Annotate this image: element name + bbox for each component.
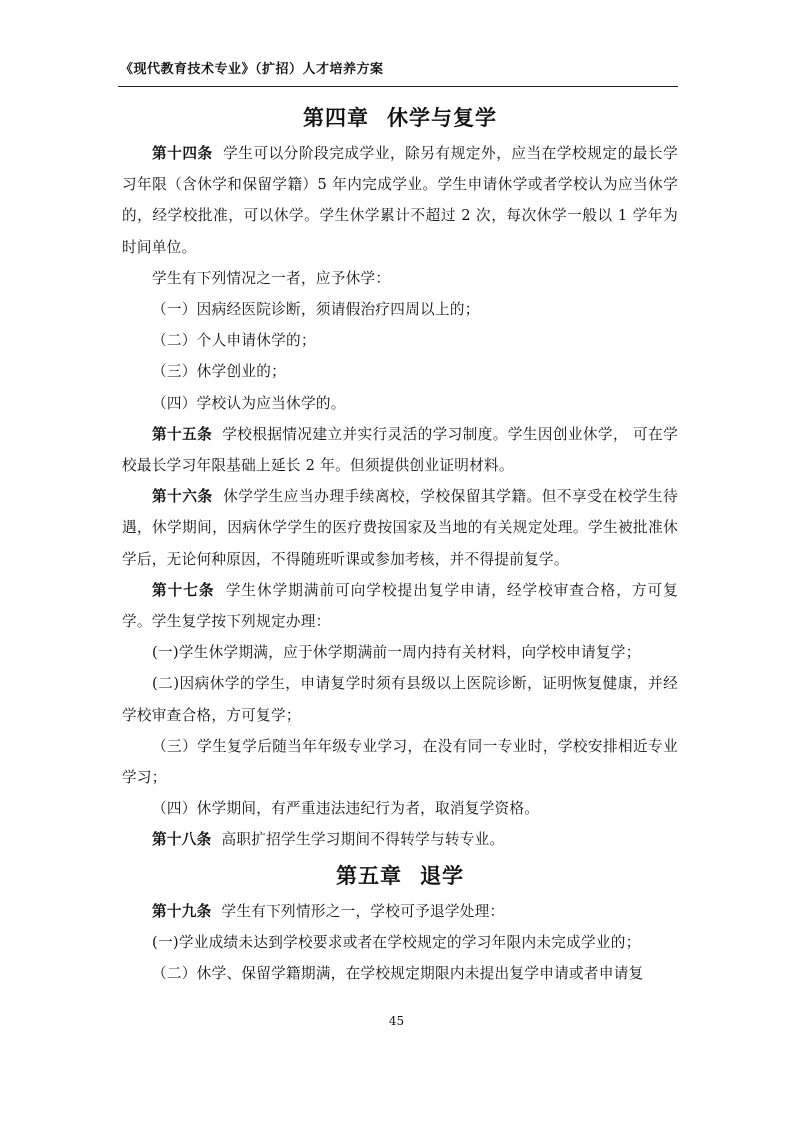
list-item: （三）学生复学后随当年年级专业学习，在没有同一专业时，学校安排相近专业学习； — [122, 737, 678, 787]
list-item: (一)学业成绩未达到学校要求或者在学校规定的学习年限内未完成学业的； — [152, 933, 641, 951]
list-item: （三）休学创业的； — [152, 363, 287, 381]
article-text: 学校根据情况建立并实行灵活的学习制度。学生因创业休学， 可在学校最长学习年限基础上延长 2 年。但须提供创业证明材料。 — [122, 425, 678, 475]
chapter-title — [122, 856, 678, 896]
article-paragraph — [122, 575, 678, 637]
article-text: 学生可以分阶段完成学业，除另有规定外，应当在学校规定的最长学习年限（含休学和保留学籍）5 年内完成学业。学生申请休学或者学校认为应当休学的，经学校批准，可以休学。学生休学累计不超过 2 次，每次休学一般以 1 学年为时间单位。 — [122, 145, 678, 256]
article-label: 第十七条 — [152, 581, 215, 599]
list-item: （四）学校认为应当休学的。 — [152, 394, 346, 412]
list-item: （二）休学、保留学籍期满，在学校规定期限内未提出复学申请或者申请复 — [152, 965, 644, 983]
list-item: （一）因病经医院诊断，须请假治疗四周以上的； — [152, 301, 480, 319]
chapter-number: 第四章 — [303, 105, 369, 130]
article-paragraph — [122, 481, 678, 575]
list-item: (二)因病休学的学生，申请复学时须有县级以上医院诊断，证明恢复健康，并经学校审查合格，方可复学； — [122, 675, 678, 724]
article-label: 第十九条 — [152, 902, 212, 920]
chapter-title — [122, 98, 678, 138]
article-label: 第十六条 — [152, 488, 213, 506]
chapter-name: 退学 — [420, 862, 464, 888]
article-label: 第十五条 — [152, 425, 213, 443]
article-paragraph — [122, 824, 678, 855]
article-text: 学生有下列情形之一，学校可予退学处理： — [221, 902, 505, 920]
page-content — [122, 98, 678, 989]
running-header: 《现代教育技术专业》（扩招）人才培养方案 — [120, 62, 384, 77]
page-number: 45 — [388, 1014, 405, 1028]
article-label: 第十四条 — [152, 145, 213, 162]
article-label: 第十八条 — [152, 831, 212, 849]
article-text: 休学学生应当办理手续离校，学校保留其学籍。但不享受在校学生待遇，休学期间，因病休学学生的医疗费按国家及当地的有关规定处理。学生被批准休学后，无论何种原因，不得随班听课或参加考核，并不得提前复学。 — [122, 488, 678, 568]
chapter-name: 休学与复学 — [387, 105, 497, 130]
article-paragraph — [122, 419, 678, 481]
list-item: （二）个人申请休学的； — [152, 332, 316, 350]
article-paragraph — [122, 896, 678, 927]
header-rule — [118, 86, 678, 87]
chapter-number: 第五章 — [336, 862, 402, 888]
paragraph: 学生有下列情况之一者，应予休学： — [152, 269, 391, 287]
article-text: 学生休学期满前可向学校提出复学申请，经学校审查合格，方可复学。学生复学按下列规定办理： — [122, 581, 679, 631]
list-item: (一)学生休学期满，应于休学期满前一周内持有关材料，向学校申请复学； — [152, 644, 641, 662]
list-item: （四）休学期间，有严重违法违纪行为者，取消复学资格。 — [152, 800, 540, 818]
article-text: 高职扩招学生学习期间不得转学与转专业。 — [221, 831, 505, 849]
article-paragraph — [122, 138, 678, 263]
